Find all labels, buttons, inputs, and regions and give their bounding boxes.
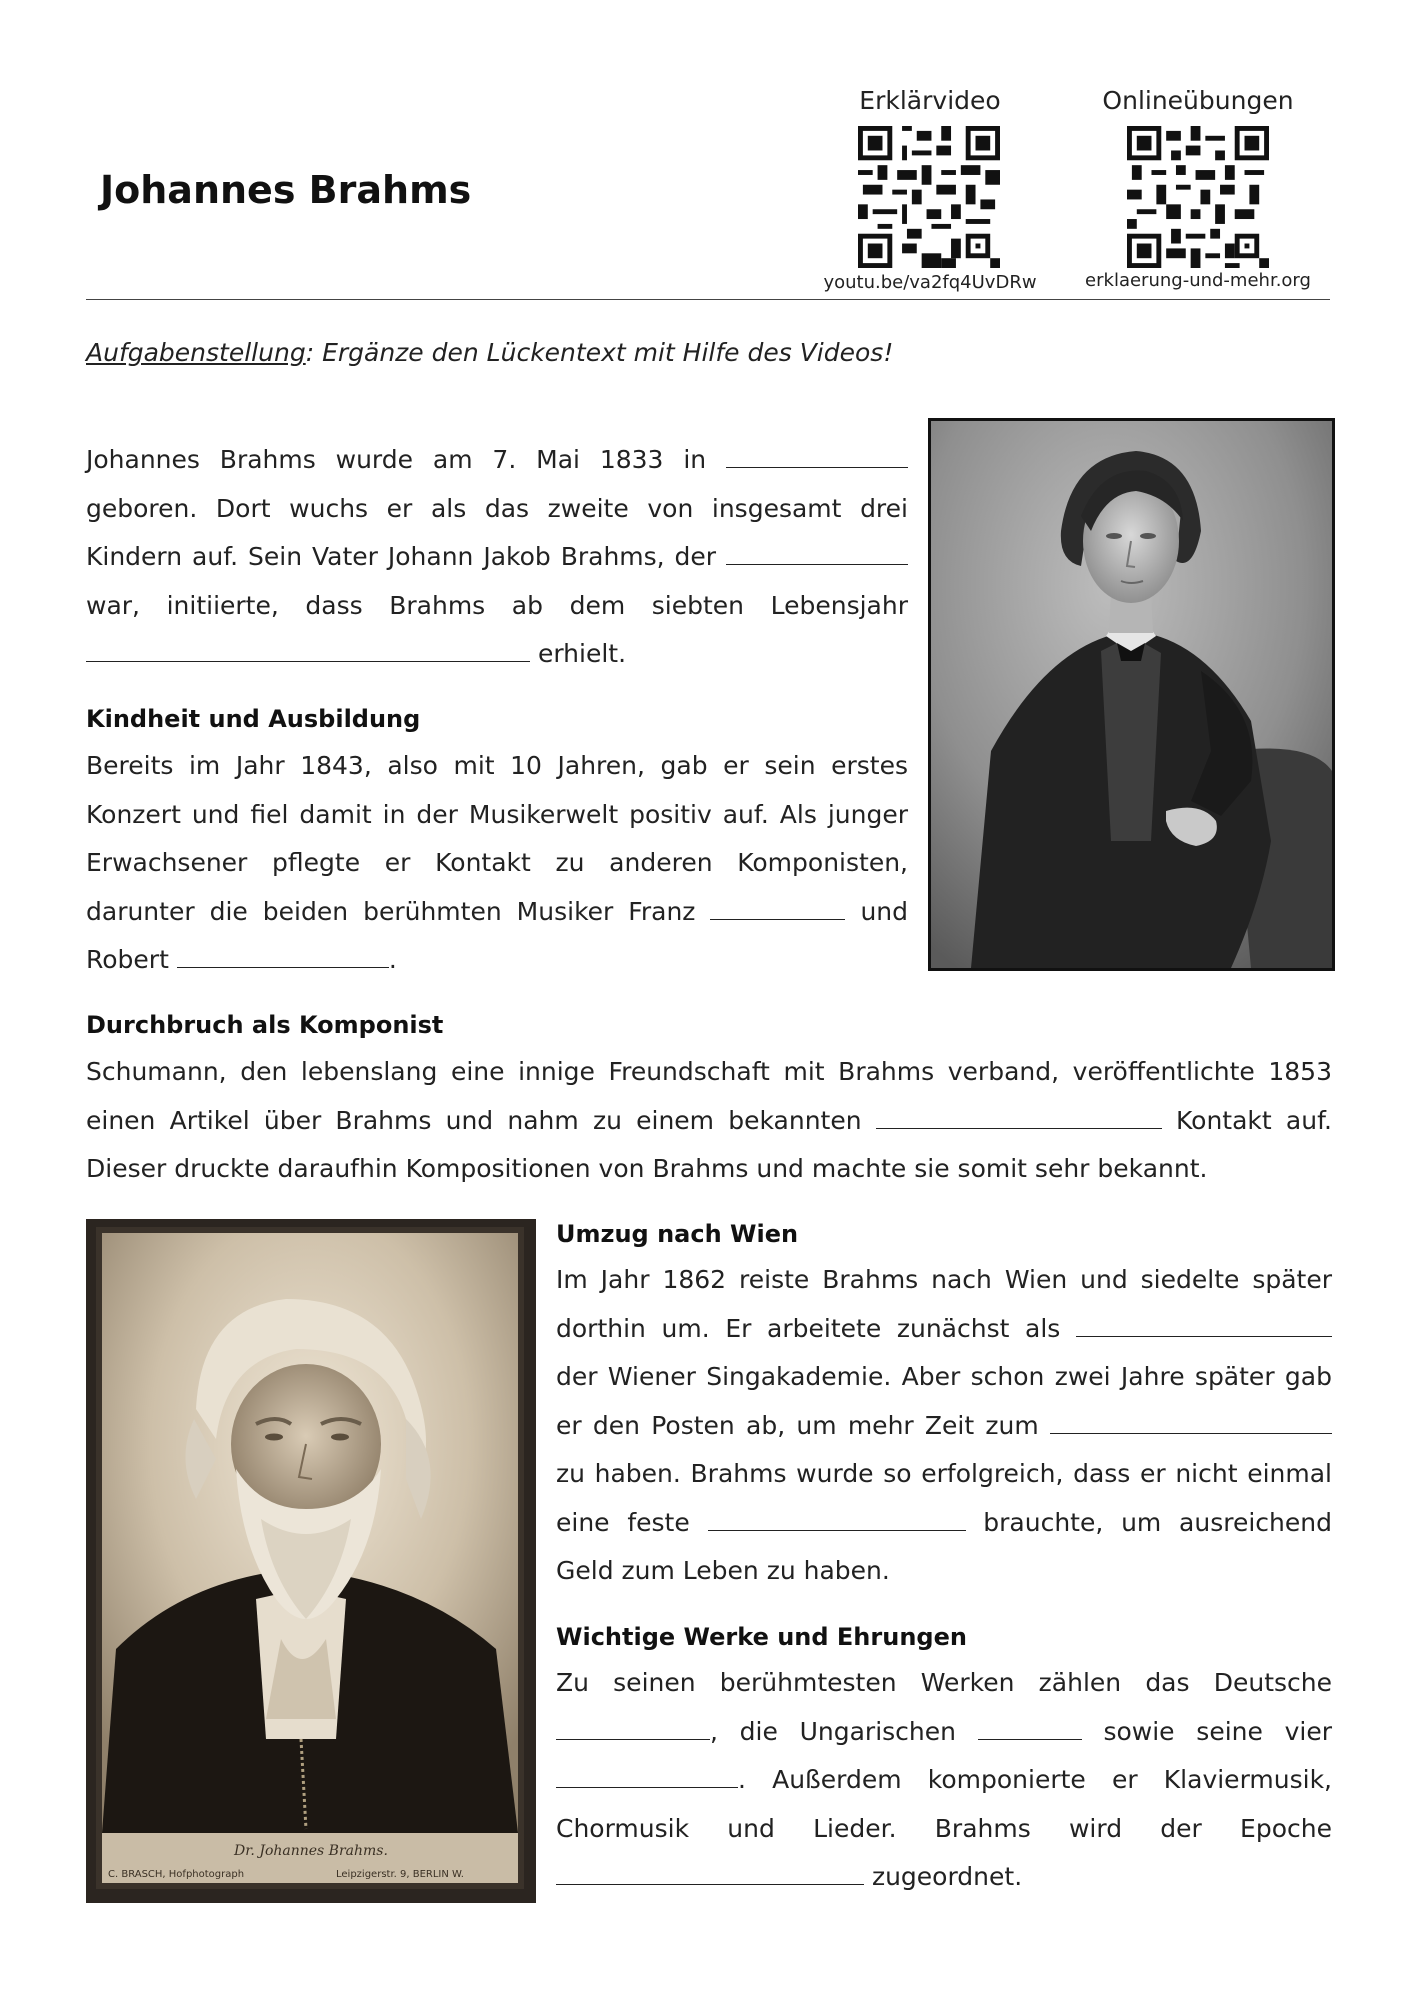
section-heading-kindheit: Kindheit und Ausbildung — [86, 705, 421, 733]
task-text: : Ergänze den Lückentext mit Hilfe des Videos! — [305, 338, 894, 367]
qr-label-exercises: Onlineübungen — [1102, 86, 1294, 115]
werke-paragraph — [556, 1659, 1332, 1902]
werke-text-1: Zu seinen berühmtesten Werken zählen das Deutsche — [556, 1668, 1332, 1697]
durchbruch-text-1: Schumann, den lebenslang eine innige Freundschaft mit Brahms verband, veröffentlichte 1853 einen Artikel über Brahms und nahm zu einem bekannten — [86, 1057, 1332, 1135]
page-title: Johannes Brahms — [100, 168, 472, 212]
portrait-young-brahms — [928, 418, 1335, 971]
blank-franz[interactable] — [710, 895, 845, 920]
qr-url-video[interactable]: youtu.be/va2fq4UvDRw — [823, 272, 1037, 293]
section-heading-durchbruch: Durchbruch als Komponist — [86, 1011, 444, 1039]
task-label: Aufgabenstellung — [86, 338, 306, 367]
intro-text-3: war, initiierte, dass Brahms ab dem siebten Lebensjahr — [86, 590, 908, 620]
blank-epoch[interactable] — [556, 1860, 864, 1885]
wien-text-2: der Wiener Singakademie. Aber schon zwei Jahre später gab er den Posten ab, um mehr Zeit zum — [556, 1362, 1332, 1440]
qr-code-video[interactable] — [858, 126, 1000, 268]
intro-text-2: geboren. Dort wuchs er als das zweite von insgesamt drei Kindern auf. Sein Vater Johann Jakob Brahms, der — [86, 493, 908, 571]
intro-text-4: erhielt. — [537, 639, 627, 668]
wien-text-4: brauchte, um ausreichend Geld zum Leben zu haben. — [556, 1507, 1332, 1585]
portrait-old-image — [86, 1219, 536, 1903]
blank-free-time[interactable] — [1050, 1409, 1332, 1434]
blank-father-job[interactable] — [726, 540, 908, 565]
werke-text-5: zugeordnet. — [871, 1862, 1023, 1891]
blank-job-title[interactable] — [1076, 1312, 1332, 1337]
intro-paragraph — [86, 436, 908, 679]
blank-symphonies[interactable] — [556, 1763, 738, 1788]
kindheit-paragraph — [86, 742, 908, 985]
header-divider — [86, 299, 1330, 300]
qr-code-icon — [858, 126, 1000, 268]
blank-employment[interactable] — [708, 1506, 966, 1531]
wien-text-1: Im Jahr 1862 reiste Brahms nach Wien und siedelte später dorthin um. Er arbeitete zunächst als — [556, 1265, 1332, 1343]
section-heading-wien: Umzug nach Wien — [556, 1220, 799, 1248]
intro-text-1: Johannes Brahms wurde am 7. Mai 1833 in — [86, 445, 707, 474]
kindheit-text-3: . — [388, 945, 397, 974]
werke-text-2: , die Ungarischen — [710, 1716, 956, 1746]
blank-publisher[interactable] — [876, 1104, 1162, 1129]
qr-code-exercises[interactable] — [1127, 126, 1269, 268]
photo-caption-address: Leipzigerstr. 9, BERLIN W. — [336, 1869, 464, 1880]
werke-text-3: sowie seine vier — [1103, 1716, 1332, 1746]
section-heading-werke: Wichtige Werke und Ehrungen — [556, 1623, 967, 1651]
blank-robert[interactable] — [177, 943, 389, 968]
portrait-young-image — [931, 421, 1332, 968]
kindheit-text-2: und Robert — [86, 896, 908, 974]
werke-text-4: . Außerdem komponierte er Klaviermusik, Chormusik und Lieder. Brahms wird der Epoche — [556, 1765, 1332, 1843]
durchbruch-paragraph — [86, 1048, 1332, 1194]
portrait-old-brahms — [86, 1219, 536, 1903]
qr-label-video: Erklärvideo — [859, 86, 1001, 115]
durchbruch-text-2: Kontakt auf. Dieser druckte daraufhin Kompositionen von Brahms und machte sie somit sehr bekannt. — [86, 1105, 1333, 1183]
wien-paragraph — [556, 1256, 1332, 1596]
task-instruction — [86, 338, 893, 367]
qr-url-exercises[interactable]: erklaerung-und-mehr.org — [1085, 270, 1311, 291]
kindheit-text-1: Bereits im Jahr 1843, also mit 10 Jahren, gab er sein erstes Konzert und fiel damit in der Musikerwelt positiv auf. Als junger Erwachsener pflegte er Kontakt zu anderen Komponisten, darunter die beiden berühmten Musiker Franz — [86, 751, 908, 926]
photo-caption-studio: C. BRASCH, Hofphotograph — [108, 1869, 245, 1880]
blank-requiem[interactable] — [556, 1715, 710, 1740]
qr-code-icon — [1127, 126, 1269, 268]
blank-dances[interactable] — [978, 1715, 1082, 1740]
blank-lessons[interactable] — [86, 637, 530, 662]
wien-text-3: zu haben. Brahms wurde so erfolgreich, dass er nicht einmal eine feste — [556, 1459, 1332, 1537]
photo-caption-name: Dr. Johannes Brahms. — [234, 1843, 388, 1859]
blank-birthplace[interactable] — [726, 443, 908, 468]
